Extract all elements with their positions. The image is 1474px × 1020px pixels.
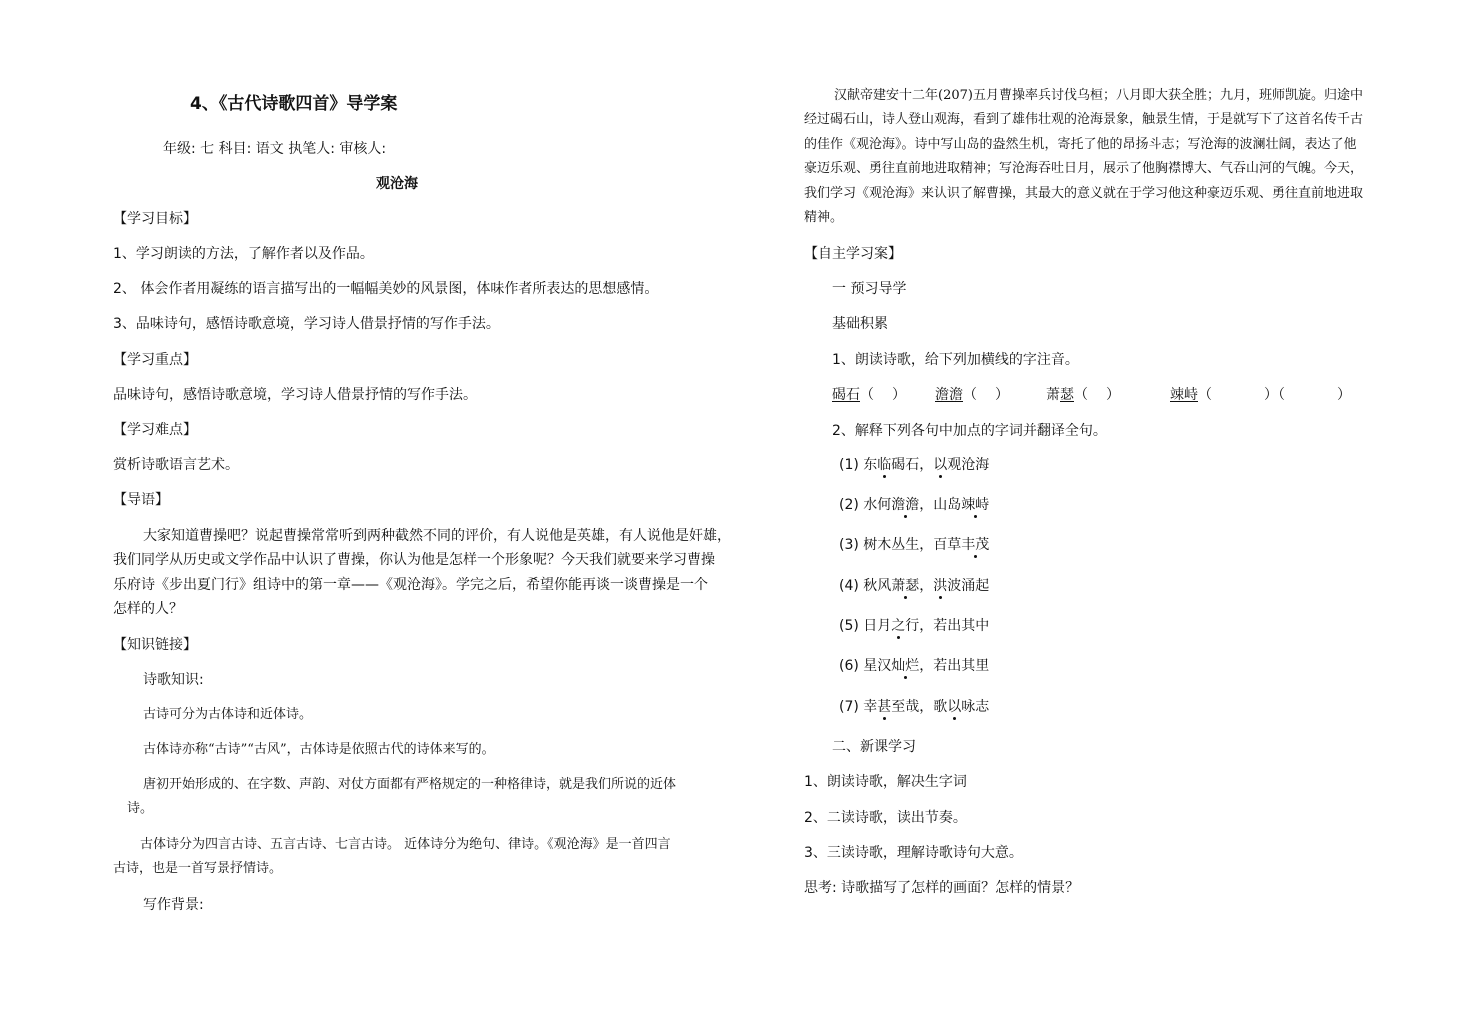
section-heading-goals: 【学习目标】: [113, 211, 197, 227]
step-item: 3、三读诗歌，理解诗歌诗句大意。: [804, 845, 1023, 861]
explain-item-1: (1) 东临碣石，以观沧海: [839, 457, 990, 473]
background-line: 我们学习《观沧海》来认识了解曹操，其最大的意义就在于学习他这种豪迈乐观、勇往直前地进取: [804, 186, 1364, 201]
step-item: 1、朗读诗歌，解决生字词: [804, 774, 967, 790]
section-heading-intro: 【导语】: [113, 492, 169, 508]
pinyin-item: 竦峙（ ）（ ）: [1170, 387, 1351, 403]
subheading-basics: 基础积累: [832, 316, 888, 332]
poetry-line: 诗。: [127, 801, 154, 816]
explain-item-3: (3) 树木丛生，百草丰茂: [839, 537, 990, 553]
background-line: 经过碣石山，诗人登山观海，看到了雄伟壮观的沧海景象，触景生情，于是就写下了这首名传千古: [804, 112, 1364, 127]
poem-title: 观沧海: [376, 176, 418, 192]
underlined-word: 竦峙: [1170, 387, 1198, 403]
section-heading-self-study: 【自主学习案】: [804, 246, 902, 262]
poetry-line: 古诗，也是一首写景抒情诗。: [113, 861, 283, 876]
section-heading-key: 【学习重点】: [113, 352, 197, 368]
explain-item-7: (7) 幸甚至哉，歌以咏志: [839, 699, 990, 715]
background-line: 精神。: [804, 210, 844, 225]
poetry-line: 古诗可分为古体诗和近体诗。: [143, 707, 313, 722]
intro-line: 乐府诗《步出夏门行》组诗中的第一章——《观沧海》。学完之后，希望你能再谈一谈曹操是一个: [113, 577, 708, 593]
poetry-line: 古体诗亦称“古诗”“古风”，古体诗是依照古代的诗体来写的。: [143, 742, 495, 757]
intro-line: 我们同学从历史或文学作品中认识了曹操，你认为他是怎样一个形象呢？今天我们就要来学习曹操: [113, 552, 715, 568]
goal-item: 1、学习朗读的方法，了解作者以及作品。: [113, 246, 374, 262]
key-text: 品味诗句，感悟诗歌意境，学习诗人借景抒情的写作手法。: [113, 387, 477, 403]
explain-item-5: (5) 日月之行，若出其中: [839, 618, 990, 634]
question-2: 2、解释下列各句中加点的字词并翻译全句。: [832, 423, 1107, 439]
background-line: 的佳作《观沧海》。诗中写山岛的盎然生机，寄托了他的昂扬斗志；写沧海的波澜壮阔，表达了他: [804, 137, 1357, 152]
explain-item-6: (6) 星汉灿烂，若出其里: [839, 658, 990, 674]
goal-item: 3、品味诗句，感悟诗歌意境，学习诗人借景抒情的写作手法。: [113, 316, 500, 332]
subheading-preview: 一 预习导学: [832, 281, 907, 297]
underlined-char: 瑟: [1060, 387, 1074, 403]
subheading-new-lesson: 二、新课学习: [832, 739, 916, 755]
question-1: 1、朗读诗歌，给下列加横线的字注音。: [832, 352, 1079, 368]
intro-line: 大家知道曹操吧？说起曹操常常听到两种截然不同的评价，有人说他是英雄，有人说他是奸雄，: [143, 528, 731, 544]
underlined-word: 澹澹: [935, 387, 963, 403]
explain-item-4: (4) 秋风萧瑟，洪波涌起: [839, 578, 990, 594]
poetry-line: 唐初开始形成的、在字数、声韵、对仗方面都有严格规定的一种格律诗，就是我们所说的近体: [143, 777, 677, 792]
think-question: 思考: 诗歌描写了怎样的画面？怎样的情景？: [804, 880, 1080, 896]
meta-line: 年级: 七 科目: 语文 执笔人: 审核人:: [163, 141, 387, 157]
underlined-word: 碣石: [832, 387, 860, 403]
intro-line: 怎样的人？: [113, 601, 183, 617]
section-heading-difficulty: 【学习难点】: [113, 422, 197, 438]
step-item: 2、二读诗歌，读出节奏。: [804, 810, 967, 826]
pinyin-item: 萧瑟（ ）: [1046, 387, 1120, 403]
background-line: 豪迈乐观、勇往直前地进取精神；写沧海吞吐日月，展示了他胸襟博大、气吞山河的气魄。今天，: [804, 161, 1364, 176]
pinyin-item: 碣石（ ）: [832, 387, 906, 403]
pinyin-item: 澹澹（ ）: [935, 387, 1009, 403]
background-line: 汉献帝建安十二年(207)五月曹操率兵讨伐乌桓；八月即大获全胜；九月，班师凯旋。归途中: [834, 88, 1363, 103]
section-heading-links: 【知识链接】: [113, 637, 197, 653]
poetry-line: 古体诗分为四言古诗、五言古诗、七言古诗。 近体诗分为绝句、律诗。《观沧海》是一首四言: [140, 837, 671, 852]
poetry-label: 诗歌知识:: [143, 672, 204, 688]
explain-item-2: (2) 水何澹澹，山岛竦峙: [839, 497, 990, 513]
background-label: 写作背景:: [143, 897, 204, 913]
goal-item: 2、 体会作者用凝练的语言描写出的一幅幅美妙的风景图，体味作者所表达的思想感情。: [113, 281, 659, 297]
difficulty-text: 赏析诗歌语言艺术。: [113, 457, 239, 473]
document-title: 4、《古代诗歌四首》导学案: [190, 94, 398, 114]
